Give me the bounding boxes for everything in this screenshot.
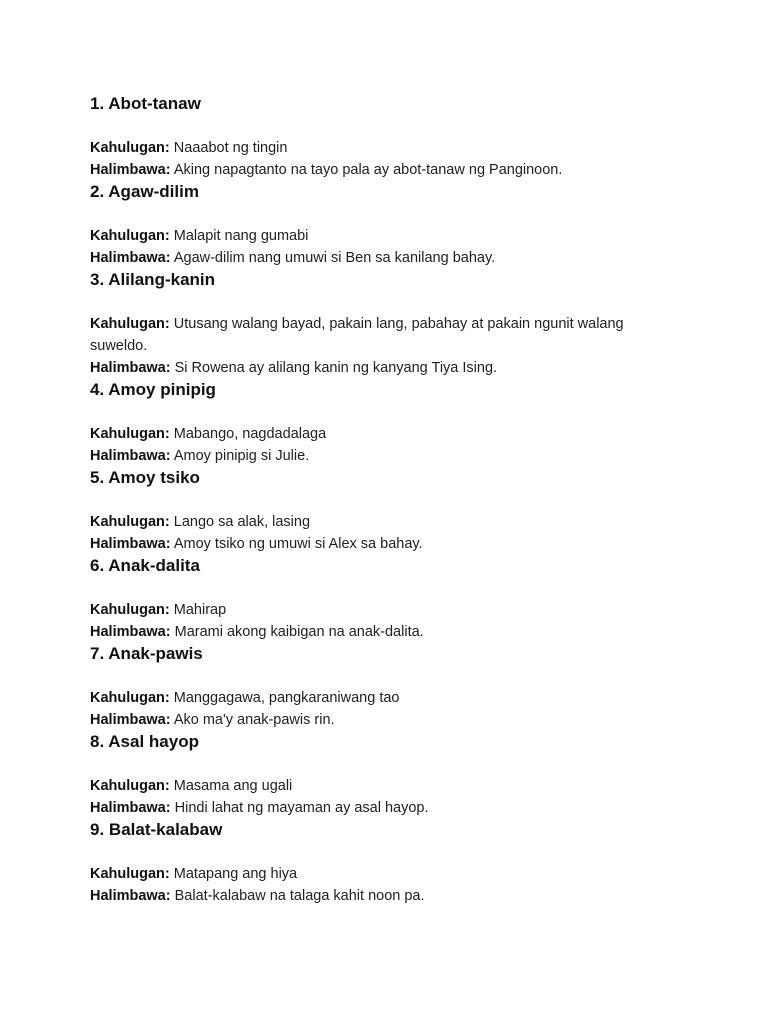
kahulugan-text: Mabango, nagdadalaga [173,426,327,442]
kahulugan-label: Kahulugan: [90,514,170,530]
kahulugan-text: Matapang ang hiya [173,866,298,882]
kahulugan-line [90,313,650,357]
idiom-term [90,555,650,577]
idiom-entry-1 [90,93,650,181]
document-page [90,93,650,907]
kahulugan-label: Kahulugan: [90,690,170,706]
idiom-entry-4 [90,379,650,467]
kahulugan-line [90,423,650,445]
halimbawa-line [90,159,650,181]
term-text: Balat-kalabaw [108,820,223,839]
term-text: Anak-pawis [108,644,203,663]
kahulugan-label: Kahulugan: [90,316,170,332]
halimbawa-text: Marami akong kaibigan na anak-dalita. [174,624,424,640]
term-text: Agaw-dilim [108,182,199,201]
term-text: Abot-tanaw [108,94,201,113]
halimbawa-text: Hindi lahat ng mayaman ay asal hayop. [174,800,429,816]
kahulugan-label: Kahulugan: [90,602,170,618]
halimbawa-line [90,533,650,555]
halimbawa-text: Si Rowena ay alilang kanin ng kanyang Tiya Ising. [174,360,498,376]
idiom-term [90,643,650,665]
term-text: Amoy pinipig [108,380,216,399]
entry-number: 8. [90,732,105,751]
kahulugan-text: Lango sa alak, lasing [173,514,311,530]
entry-number: 5. [90,468,105,487]
halimbawa-text: Aking napagtanto na tayo pala ay abot-tanaw ng Panginoon. [173,162,563,178]
halimbawa-text: Ako ma'y anak-pawis rin. [173,712,335,728]
halimbawa-label: Halimbawa: [90,162,171,178]
kahulugan-line [90,511,650,533]
halimbawa-text: Agaw-dilim nang umuwi si Ben sa kanilang bahay. [173,250,496,266]
kahulugan-line [90,687,650,709]
halimbawa-line [90,797,650,819]
halimbawa-label: Halimbawa: [90,250,171,266]
kahulugan-text: Manggagawa, pangkaraniwang tao [173,690,400,706]
idiom-entry-5 [90,467,650,555]
term-text: Anak-dalita [108,556,200,575]
entry-number: 4. [90,380,105,399]
idiom-term [90,819,650,841]
halimbawa-line [90,621,650,643]
halimbawa-label: Halimbawa: [90,888,171,904]
idiom-term [90,269,650,291]
halimbawa-label: Halimbawa: [90,624,171,640]
idiom-entry-8 [90,731,650,819]
halimbawa-text: Balat-kalabaw na talaga kahit noon pa. [174,888,425,904]
idiom-term [90,731,650,753]
term-text: Asal hayop [108,732,199,751]
term-text: Amoy tsiko [108,468,200,487]
idiom-entry-3 [90,269,650,379]
halimbawa-label: Halimbawa: [90,536,171,552]
idiom-entry-7 [90,643,650,731]
kahulugan-line [90,863,650,885]
term-text: Alilang-kanin [108,270,216,289]
halimbawa-label: Halimbawa: [90,360,171,376]
entry-number: 3. [90,270,105,289]
idiom-term [90,93,650,115]
halimbawa-text: Amoy pinipig si Julie. [173,448,310,464]
kahulugan-label: Kahulugan: [90,140,170,156]
entry-number: 9. [90,820,105,839]
halimbawa-line [90,445,650,467]
kahulugan-text: Utusang walang bayad, pakain lang, pabahay at pakain ngunit walang suweldo. [90,316,624,354]
entry-number: 6. [90,556,105,575]
halimbawa-line [90,709,650,731]
entry-number: 7. [90,644,105,663]
idiom-entry-6 [90,555,650,643]
halimbawa-line [90,885,650,907]
idiom-term [90,181,650,203]
entry-number: 2. [90,182,105,201]
idiom-term [90,467,650,489]
kahulugan-label: Kahulugan: [90,866,170,882]
halimbawa-line [90,357,650,379]
kahulugan-label: Kahulugan: [90,228,170,244]
halimbawa-text: Amoy tsiko ng umuwi si Alex sa bahay. [173,536,423,552]
kahulugan-text: Malapit nang gumabi [173,228,309,244]
halimbawa-line [90,247,650,269]
kahulugan-line [90,225,650,247]
halimbawa-label: Halimbawa: [90,712,171,728]
halimbawa-label: Halimbawa: [90,448,171,464]
kahulugan-line [90,137,650,159]
kahulugan-text: Naaabot ng tingin [173,140,288,156]
kahulugan-text: Mahirap [173,602,227,618]
kahulugan-label: Kahulugan: [90,778,170,794]
kahulugan-label: Kahulugan: [90,426,170,442]
halimbawa-label: Halimbawa: [90,800,171,816]
kahulugan-line [90,775,650,797]
idiom-entry-9 [90,819,650,907]
entry-number: 1. [90,94,105,113]
idiom-term [90,379,650,401]
kahulugan-text: Masama ang ugali [173,778,293,794]
kahulugan-line [90,599,650,621]
idiom-entry-2 [90,181,650,269]
